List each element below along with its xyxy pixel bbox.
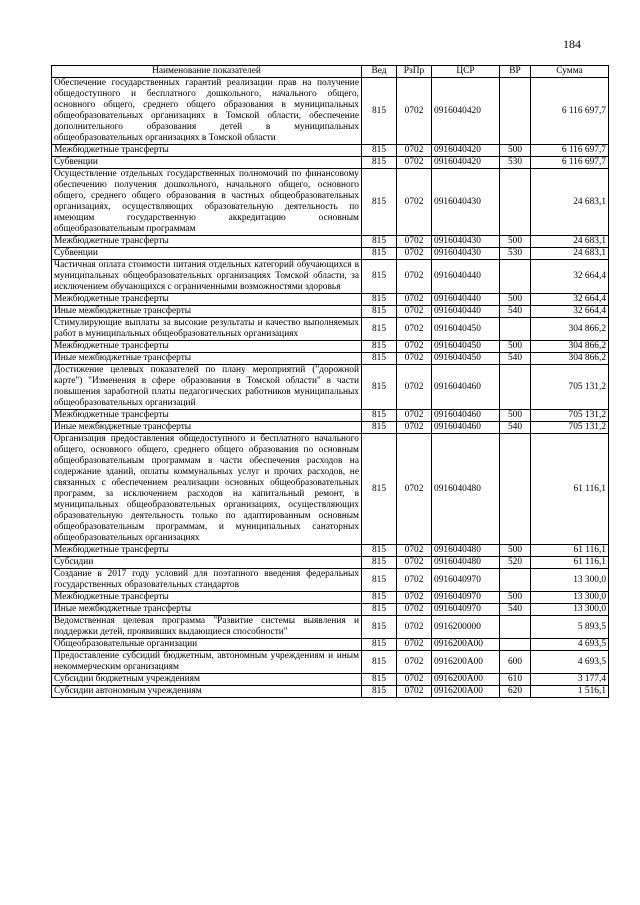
row-sum-cell: 13 300,0 [531, 604, 609, 616]
page-number: 184 [563, 37, 581, 51]
row-vr-cell: 620 [500, 686, 531, 698]
table-row [52, 569, 609, 592]
row-name-cell: Достижение целевых показателей по плану мероприятий ("дорожной карте") "Изменения в сфере образования в Томской области" в части повышения заработной платы педагогических работников муниципальных общеобразовательных организаций [52, 365, 362, 410]
table-row [52, 616, 609, 639]
table-row [52, 306, 609, 318]
table-row [52, 294, 609, 306]
row-ved-cell: 815 [362, 145, 397, 157]
row-csr-cell: 0916040480 [432, 557, 500, 569]
table-body [52, 78, 609, 698]
table-row [52, 260, 609, 294]
row-ved-cell: 815 [362, 248, 397, 260]
table-row [52, 248, 609, 260]
row-rzpr-cell: 0702 [397, 616, 432, 639]
row-sum-cell: 24 683,1 [531, 169, 609, 236]
row-ved-cell: 815 [362, 318, 397, 341]
row-vr-cell [500, 616, 531, 639]
table-row [52, 604, 609, 616]
row-ved-cell: 815 [362, 78, 397, 145]
row-ved-cell: 815 [362, 353, 397, 365]
row-sum-cell: 61 116,1 [531, 434, 609, 545]
table-row [52, 686, 609, 698]
row-vr-cell [500, 639, 531, 651]
row-ved-cell: 815 [362, 592, 397, 604]
table-header-row [52, 66, 609, 78]
row-csr-cell: 0916200А00 [432, 639, 500, 651]
row-csr-cell: 0916040430 [432, 169, 500, 236]
row-sum-cell: 6 116 697,7 [531, 145, 609, 157]
row-rzpr-cell: 0702 [397, 260, 432, 294]
row-rzpr-cell: 0702 [397, 604, 432, 616]
row-rzpr-cell: 0702 [397, 294, 432, 306]
row-rzpr-cell: 0702 [397, 592, 432, 604]
row-sum-cell: 61 116,1 [531, 545, 609, 557]
row-sum-cell: 32 664,4 [531, 260, 609, 294]
row-csr-cell: 0916040440 [432, 260, 500, 294]
row-name-cell: Межбюджетные трансферты [52, 236, 362, 248]
row-sum-cell: 705 131,2 [531, 422, 609, 434]
row-name-cell: Субвенции [52, 157, 362, 169]
row-ved-cell: 815 [362, 365, 397, 410]
table-row [52, 639, 609, 651]
row-sum-cell: 13 300,0 [531, 592, 609, 604]
row-csr-cell: 0916040430 [432, 248, 500, 260]
row-sum-cell: 705 131,2 [531, 410, 609, 422]
row-ved-cell: 815 [362, 434, 397, 545]
row-sum-cell: 24 683,1 [531, 248, 609, 260]
header-ved: Вед [362, 66, 397, 78]
row-csr-cell: 0916040420 [432, 157, 500, 169]
row-csr-cell: 0916040460 [432, 410, 500, 422]
row-vr-cell [500, 318, 531, 341]
row-vr-cell: 500 [500, 145, 531, 157]
row-csr-cell: 0916040460 [432, 422, 500, 434]
row-vr-cell: 500 [500, 592, 531, 604]
table-row [52, 169, 609, 236]
row-csr-cell: 0916200А00 [432, 674, 500, 686]
row-vr-cell: 500 [500, 341, 531, 353]
header-rzpr: РзПр [397, 66, 432, 78]
row-ved-cell: 815 [362, 169, 397, 236]
row-name-cell: Осуществление отдельных государственных полномочий по финансовому обеспечению получения дошкольного, начального общего, основного общего, среднего общего образования в частных общеобразовательных организациях, осуществляющих образовательную деятельность по имеющим государственную аккредитацию основным общеобразовательным программам [52, 169, 362, 236]
row-name-cell: Субсидии [52, 557, 362, 569]
budget-table [51, 65, 609, 698]
header-vr: ВР [500, 66, 531, 78]
row-rzpr-cell: 0702 [397, 434, 432, 545]
row-csr-cell: 0916040970 [432, 604, 500, 616]
row-name-cell: Общеобразовательные организации [52, 639, 362, 651]
row-ved-cell: 815 [362, 236, 397, 248]
row-name-cell: Межбюджетные трансферты [52, 341, 362, 353]
table-row [52, 145, 609, 157]
row-vr-cell [500, 365, 531, 410]
row-sum-cell: 13 300,0 [531, 569, 609, 592]
row-name-cell: Организация предоставления общедоступного и бесплатного начального общего, основного общего, среднего общего образования по основным общеобразовательным программам в части обеспечения расходов на содержание зданий, оплаты коммунальных услуг и прочих расходов, не связанных с обеспечением реализации основных общеобразовательных программ, за исключением расходов на капитальный ремонт, в муниципальных общеобразовательных организациях, осуществляющих образовательную деятельность только по адаптированным основным общеобразовательным программам, и муниципальных санаторных общеобразовательных организациях [52, 434, 362, 545]
row-csr-cell: 0916040970 [432, 569, 500, 592]
table-row [52, 365, 609, 410]
row-name-cell: Межбюджетные трансферты [52, 294, 362, 306]
row-ved-cell: 815 [362, 410, 397, 422]
row-csr-cell: 0916200000 [432, 616, 500, 639]
row-vr-cell: 530 [500, 157, 531, 169]
row-rzpr-cell: 0702 [397, 569, 432, 592]
row-name-cell: Иные межбюджетные трансферты [52, 353, 362, 365]
row-sum-cell: 61 116,1 [531, 557, 609, 569]
row-sum-cell: 304 866,2 [531, 318, 609, 341]
row-sum-cell: 705 131,2 [531, 365, 609, 410]
row-name-cell: Субсидии автономным учреждениям [52, 686, 362, 698]
row-ved-cell: 815 [362, 422, 397, 434]
table-row [52, 592, 609, 604]
table-row [52, 341, 609, 353]
row-csr-cell: 0916040480 [432, 545, 500, 557]
row-rzpr-cell: 0702 [397, 341, 432, 353]
row-sum-cell: 6 116 697,7 [531, 157, 609, 169]
table-row [52, 651, 609, 674]
row-vr-cell: 500 [500, 294, 531, 306]
row-name-cell: Стимулирующие выплаты за высокие результаты и качество выполняемых работ в муниципальных общеобразовательных организациях [52, 318, 362, 341]
row-name-cell: Ведомственная целевая программа "Развитие системы выявления и поддержки детей, проявивших выдающиеся способности" [52, 616, 362, 639]
row-vr-cell [500, 434, 531, 545]
row-ved-cell: 815 [362, 260, 397, 294]
row-sum-cell: 32 664,4 [531, 306, 609, 318]
row-rzpr-cell: 0702 [397, 674, 432, 686]
row-ved-cell: 815 [362, 651, 397, 674]
row-sum-cell: 24 683,1 [531, 236, 609, 248]
row-sum-cell: 32 664,4 [531, 294, 609, 306]
row-sum-cell: 4 693,5 [531, 639, 609, 651]
row-ved-cell: 815 [362, 157, 397, 169]
row-rzpr-cell: 0702 [397, 557, 432, 569]
row-ved-cell: 815 [362, 545, 397, 557]
table-row [52, 434, 609, 545]
row-rzpr-cell: 0702 [397, 545, 432, 557]
row-rzpr-cell: 0702 [397, 145, 432, 157]
row-csr-cell: 0916040430 [432, 236, 500, 248]
row-csr-cell: 0916040450 [432, 341, 500, 353]
row-vr-cell [500, 169, 531, 236]
header-name: Наименование показателей [52, 66, 362, 78]
row-rzpr-cell: 0702 [397, 157, 432, 169]
row-ved-cell: 815 [362, 341, 397, 353]
row-rzpr-cell: 0702 [397, 78, 432, 145]
header-csr: ЦСР [432, 66, 500, 78]
row-csr-cell: 0916200А00 [432, 651, 500, 674]
table-row [52, 157, 609, 169]
row-ved-cell: 815 [362, 569, 397, 592]
row-name-cell: Иные межбюджетные трансферты [52, 306, 362, 318]
row-vr-cell: 610 [500, 674, 531, 686]
row-rzpr-cell: 0702 [397, 353, 432, 365]
row-sum-cell: 3 177,4 [531, 674, 609, 686]
row-csr-cell: 0916040970 [432, 592, 500, 604]
row-name-cell: Создание в 2017 году условий для поэтапного введения федеральных государственных образовательных стандартов [52, 569, 362, 592]
row-name-cell: Предоставление субсидий бюджетным, автономным учреждениям и иным некоммерческим организациям [52, 651, 362, 674]
row-sum-cell: 5 893,5 [531, 616, 609, 639]
row-rzpr-cell: 0702 [397, 365, 432, 410]
row-name-cell: Межбюджетные трансферты [52, 410, 362, 422]
row-csr-cell: 0916040450 [432, 318, 500, 341]
row-vr-cell: 530 [500, 248, 531, 260]
row-csr-cell: 0916040440 [432, 306, 500, 318]
row-vr-cell: 540 [500, 604, 531, 616]
row-vr-cell: 600 [500, 651, 531, 674]
table-row [52, 674, 609, 686]
row-name-cell: Субвенции [52, 248, 362, 260]
table-row [52, 557, 609, 569]
table-row [52, 78, 609, 145]
row-sum-cell: 304 866,2 [531, 341, 609, 353]
row-rzpr-cell: 0702 [397, 651, 432, 674]
row-sum-cell: 4 693,5 [531, 651, 609, 674]
table-row [52, 236, 609, 248]
row-csr-cell: 0916040460 [432, 365, 500, 410]
row-name-cell: Межбюджетные трансферты [52, 545, 362, 557]
row-vr-cell: 540 [500, 422, 531, 434]
table-row [52, 422, 609, 434]
table-row [52, 410, 609, 422]
table-row [52, 318, 609, 341]
row-csr-cell: 0916200А00 [432, 686, 500, 698]
row-rzpr-cell: 0702 [397, 422, 432, 434]
row-csr-cell: 0916040480 [432, 434, 500, 545]
row-rzpr-cell: 0702 [397, 639, 432, 651]
row-rzpr-cell: 0702 [397, 169, 432, 236]
row-vr-cell: 500 [500, 236, 531, 248]
row-csr-cell: 0916040420 [432, 145, 500, 157]
table-row [52, 353, 609, 365]
row-name-cell: Субсидии бюджетным учреждениям [52, 674, 362, 686]
row-name-cell: Межбюджетные трансферты [52, 592, 362, 604]
row-vr-cell: 520 [500, 557, 531, 569]
row-name-cell: Иные межбюджетные трансферты [52, 604, 362, 616]
row-name-cell: Обеспечение государственных гарантий реализации прав на получение общедоступного и бесплатного дошкольного, начального общего, основного общего, среднего общего образования в муниципальных общеобразовательных организациях в Томской области, обеспечение дополнительного образования детей в муниципальных общеобразовательных организациях в Томской области [52, 78, 362, 145]
row-sum-cell: 304 866,2 [531, 353, 609, 365]
row-vr-cell [500, 260, 531, 294]
row-vr-cell: 500 [500, 545, 531, 557]
row-csr-cell: 0916040450 [432, 353, 500, 365]
row-rzpr-cell: 0702 [397, 686, 432, 698]
row-name-cell: Частичная оплата стоимости питания отдельных категорий обучающихся в муниципальных общеобразовательных организациях Томской области, за исключением обучающихся с ограниченными возможностями здоровья [52, 260, 362, 294]
row-ved-cell: 815 [362, 306, 397, 318]
row-ved-cell: 815 [362, 674, 397, 686]
row-rzpr-cell: 0702 [397, 248, 432, 260]
table-row [52, 545, 609, 557]
row-name-cell: Межбюджетные трансферты [52, 145, 362, 157]
header-sum: Сумма [531, 66, 609, 78]
row-sum-cell: 1 516,1 [531, 686, 609, 698]
row-ved-cell: 815 [362, 557, 397, 569]
row-rzpr-cell: 0702 [397, 318, 432, 341]
row-rzpr-cell: 0702 [397, 236, 432, 248]
row-name-cell: Иные межбюджетные трансферты [52, 422, 362, 434]
row-vr-cell: 540 [500, 306, 531, 318]
row-ved-cell: 815 [362, 294, 397, 306]
row-rzpr-cell: 0702 [397, 410, 432, 422]
row-vr-cell [500, 569, 531, 592]
row-sum-cell: 6 116 697,7 [531, 78, 609, 145]
row-ved-cell: 815 [362, 616, 397, 639]
row-csr-cell: 0916040440 [432, 294, 500, 306]
row-ved-cell: 815 [362, 639, 397, 651]
row-vr-cell: 500 [500, 410, 531, 422]
row-vr-cell: 540 [500, 353, 531, 365]
row-rzpr-cell: 0702 [397, 306, 432, 318]
row-csr-cell: 0916040420 [432, 78, 500, 145]
row-ved-cell: 815 [362, 686, 397, 698]
row-ved-cell: 815 [362, 604, 397, 616]
row-vr-cell [500, 78, 531, 145]
